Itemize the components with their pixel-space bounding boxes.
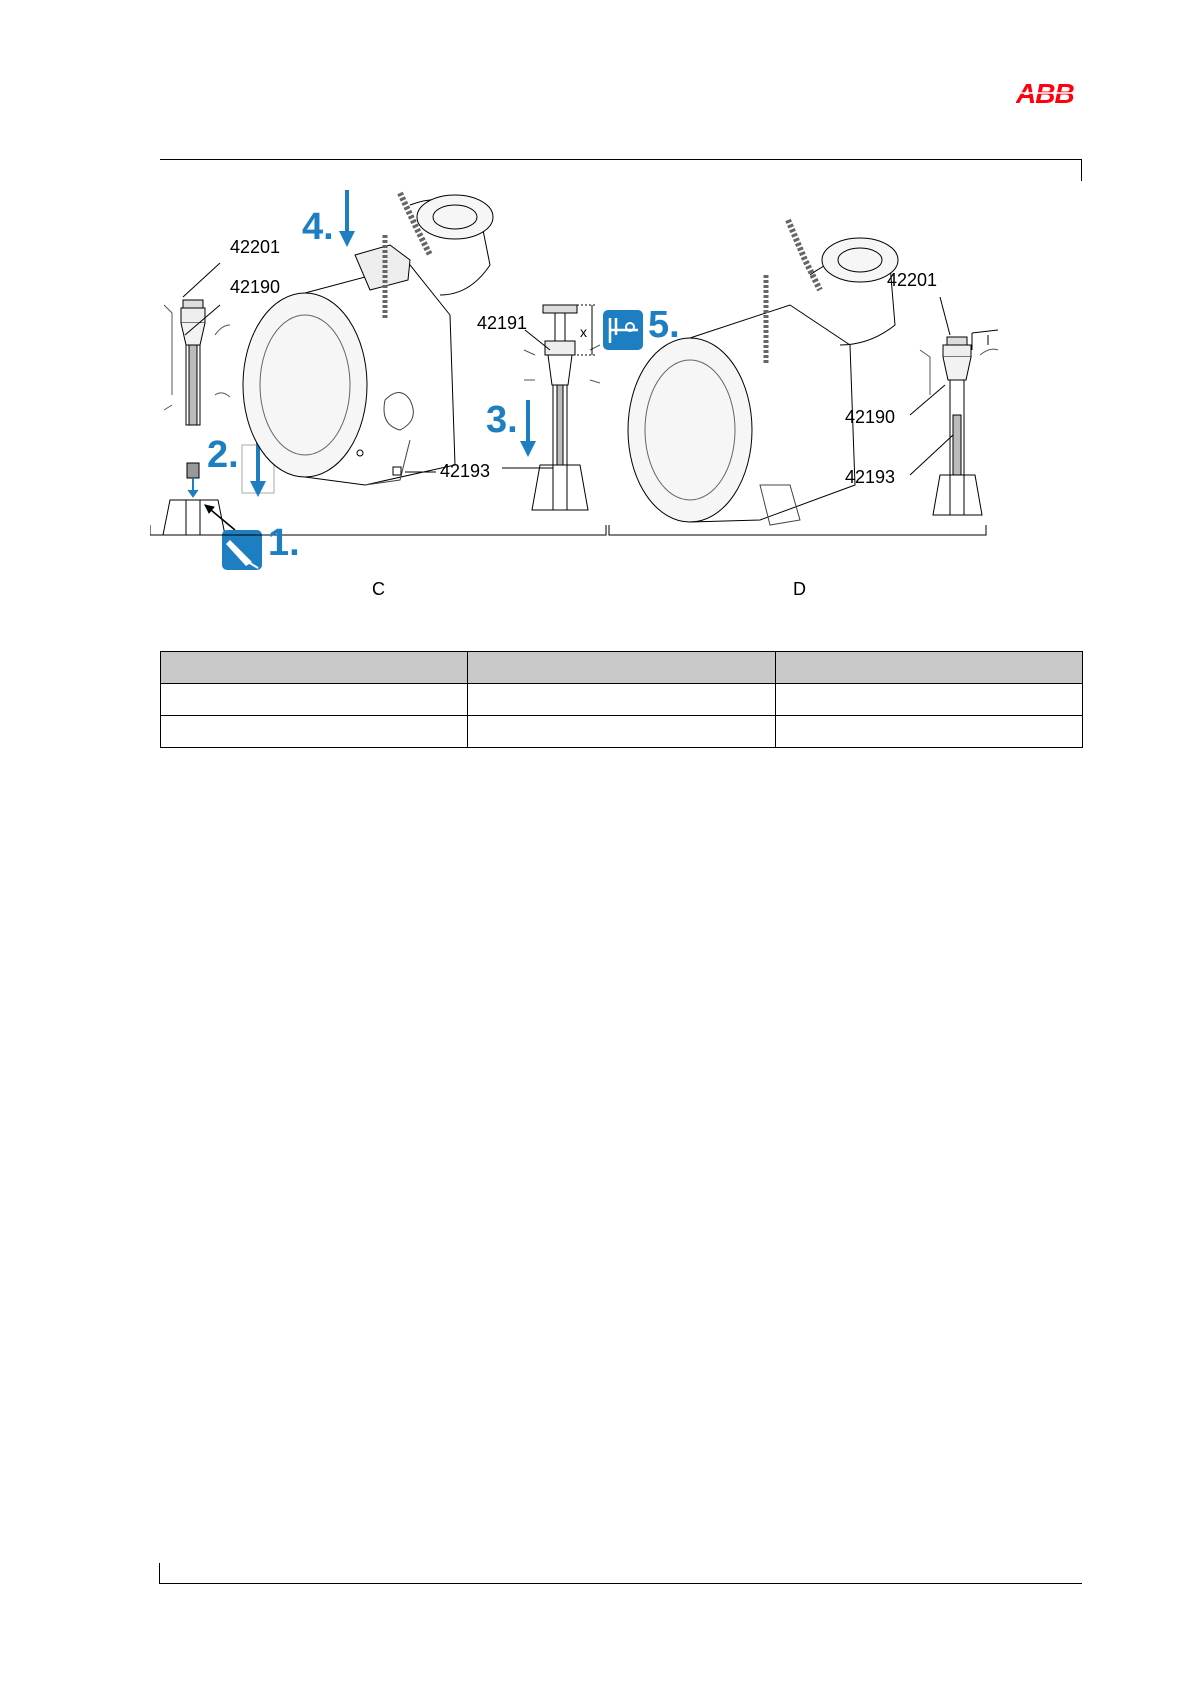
panel-label-c: C [372,579,385,599]
parts-table [160,651,1083,748]
table-header-cell [468,652,775,684]
footer-rule [160,1583,1082,1584]
table-header-cell [775,652,1082,684]
label-42201-right: 42201 [887,270,938,290]
step-5-label: 5. [648,304,680,346]
label-42190-left: 42190 [230,277,281,297]
header-rule-tick [1081,159,1082,181]
table-cell [775,684,1082,716]
table-row [161,684,1083,716]
label-42201-left: 42201 [230,237,281,257]
abb-logo [1016,80,1086,106]
step-3-label: 3. [486,399,518,441]
assembly-figure [150,185,1090,605]
step-2-label: 2. [207,434,239,476]
label-dimension-x: x [580,324,587,340]
label-42193-right: 42193 [845,467,896,487]
table-cell [161,684,468,716]
table-cell [161,716,468,748]
table-cell [468,716,775,748]
panel-label-d: D [793,579,806,599]
table-cell [775,716,1082,748]
label-42193-mid: 42193 [440,461,491,481]
table-header-cell [161,652,468,684]
step-1-label: 1. [268,522,300,564]
table-header-row [161,652,1083,684]
label-42190-right: 42190 [845,407,896,427]
footer-rule-tick [159,1563,160,1584]
table-row [161,716,1083,748]
label-42191: 42191 [477,313,528,333]
header-rule [160,159,1082,160]
step-4-label: 4. [302,206,334,248]
table-cell [468,684,775,716]
svg-text:ABB: ABB [1016,80,1074,106]
